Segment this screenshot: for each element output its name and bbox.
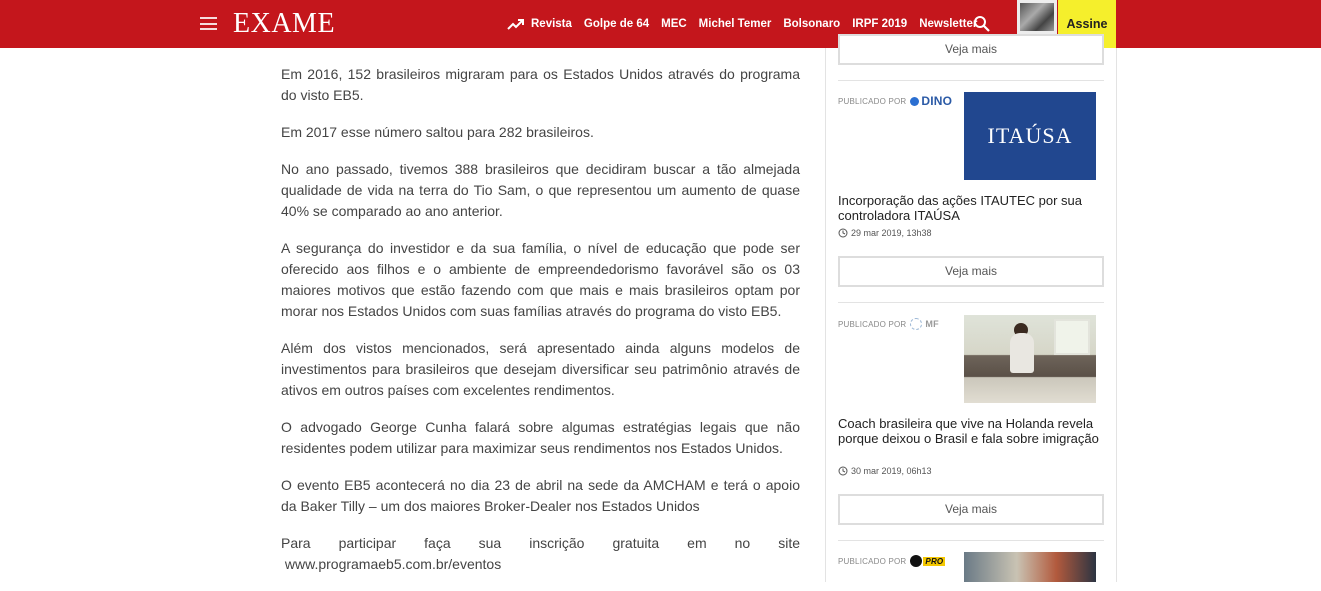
trending-icon [507,19,525,30]
nav-item-irpf-2019[interactable]: IRPF 2019 [852,18,908,30]
nav-item-newsletter[interactable]: Newsletter [919,18,978,30]
sidebar-divider [838,540,1104,541]
veja-mais-button[interactable]: Veja mais [838,494,1104,525]
photo-window [1054,319,1090,355]
article-paragraph: Em 2016, 152 brasileiros migraram para os Estados Unidos através do programa do visto EB5. [281,66,800,103]
mf-logo-icon [910,318,922,330]
menu-icon[interactable] [200,17,217,30]
nav-item-golpe-de-64[interactable]: Golpe de 64 [583,18,650,30]
published-by: PUBLICADO POR DINO [838,94,953,108]
magazine-cover-image [1020,3,1054,31]
article-paragraph-link [281,554,800,575]
veja-mais-button[interactable]: Veja mais [838,34,1104,65]
publisher-logo-dino: DINO [910,94,952,108]
veja-mais-button[interactable]: Veja mais [838,256,1104,287]
card-date: 29 mar 2019, 13h38 [838,228,932,238]
article-paragraph-last: Para participar faça sua inscrição gratuita em no site [281,535,800,551]
article-paragraph: A segurança do investidor e da sua família, o nível de educação que pode ser oferecido aos filhos e o ambiente de empreendedorismo favorável são os 03 maiores motivos que estão fazendo com que mais e mais brasileiros optam por morar nos Estados Unidos com suas famílias através do programa do visto EB5. [281,240,800,319]
nav-item-michel-temer[interactable]: Michel Temer [698,18,772,30]
site-header [0,0,1321,48]
photo-person [1010,333,1034,373]
card-title[interactable]: Incorporação das ações ITAUTEC por sua controladora ITAÚSA [838,193,1082,223]
sidebar-divider [838,302,1104,303]
sidebar-divider [838,80,1104,81]
dino-logo-icon [910,97,919,106]
nav-item-bolsonaro[interactable]: Bolsonaro [783,18,841,30]
published-by: PUBLICADO POR PRO [838,556,944,566]
search-icon[interactable] [973,15,991,33]
subscribe-button[interactable]: Assine [1058,0,1116,48]
publisher-logo-mf: MF [910,318,938,330]
card-image-politics[interactable] [964,552,1096,582]
nav-item-mec[interactable]: MEC [661,18,687,30]
site-logo[interactable]: EXAME [233,8,336,39]
clock-icon [838,228,848,238]
article-paragraph: O advogado George Cunha falará sobre algumas estratégias legais que não residentes podem utilizar para maximizar seus rendimentos nos Estados Unidos. [281,419,800,456]
article-paragraph: No ano passado, tivemos 388 brasileiros que decidiram buscar a tão almejada qualidade de vida na terra do Tio Sam, o que representou um aumento de quase 40% se comparado ao ano anterior. [281,161,800,219]
card-title[interactable]: Coach brasileira que vive na Holanda revela porque deixou o Brasil e fala sobre imigração [838,416,1099,446]
card-date: 30 mar 2019, 06h13 [838,466,932,476]
published-by: PUBLICADO POR MF [838,319,939,329]
article-paragraph: O evento EB5 acontecerá no dia 23 de abril na sede da AMCHAM e terá o apoio da Baker Tilly – um dos maiores Broker-Dealer nos Estados Unidos [281,477,800,514]
clock-icon [838,466,848,476]
article-paragraph: Em 2017 esse número saltou para 282 brasileiros. [281,124,594,140]
sponsored-sidebar [825,42,1117,582]
pro-logo-icon [910,555,922,567]
event-link[interactable]: www.programaeb5.com.br/eventos [284,556,502,572]
nav-item-revista[interactable]: Revista [507,18,572,30]
article-paragraph: Além dos vistos mencionados, será apresentado ainda alguns modelos de investimentos para brasileiros que desejam diversificar seu patrimônio através de ativos em outros países com excelentes rendimentos. [281,340,800,398]
card-image-itausa[interactable]: ITAÚSA [964,92,1096,180]
card-image-coach[interactable] [964,315,1096,403]
publisher-logo-pro: PRO [910,555,945,567]
article-body [281,48,800,591]
